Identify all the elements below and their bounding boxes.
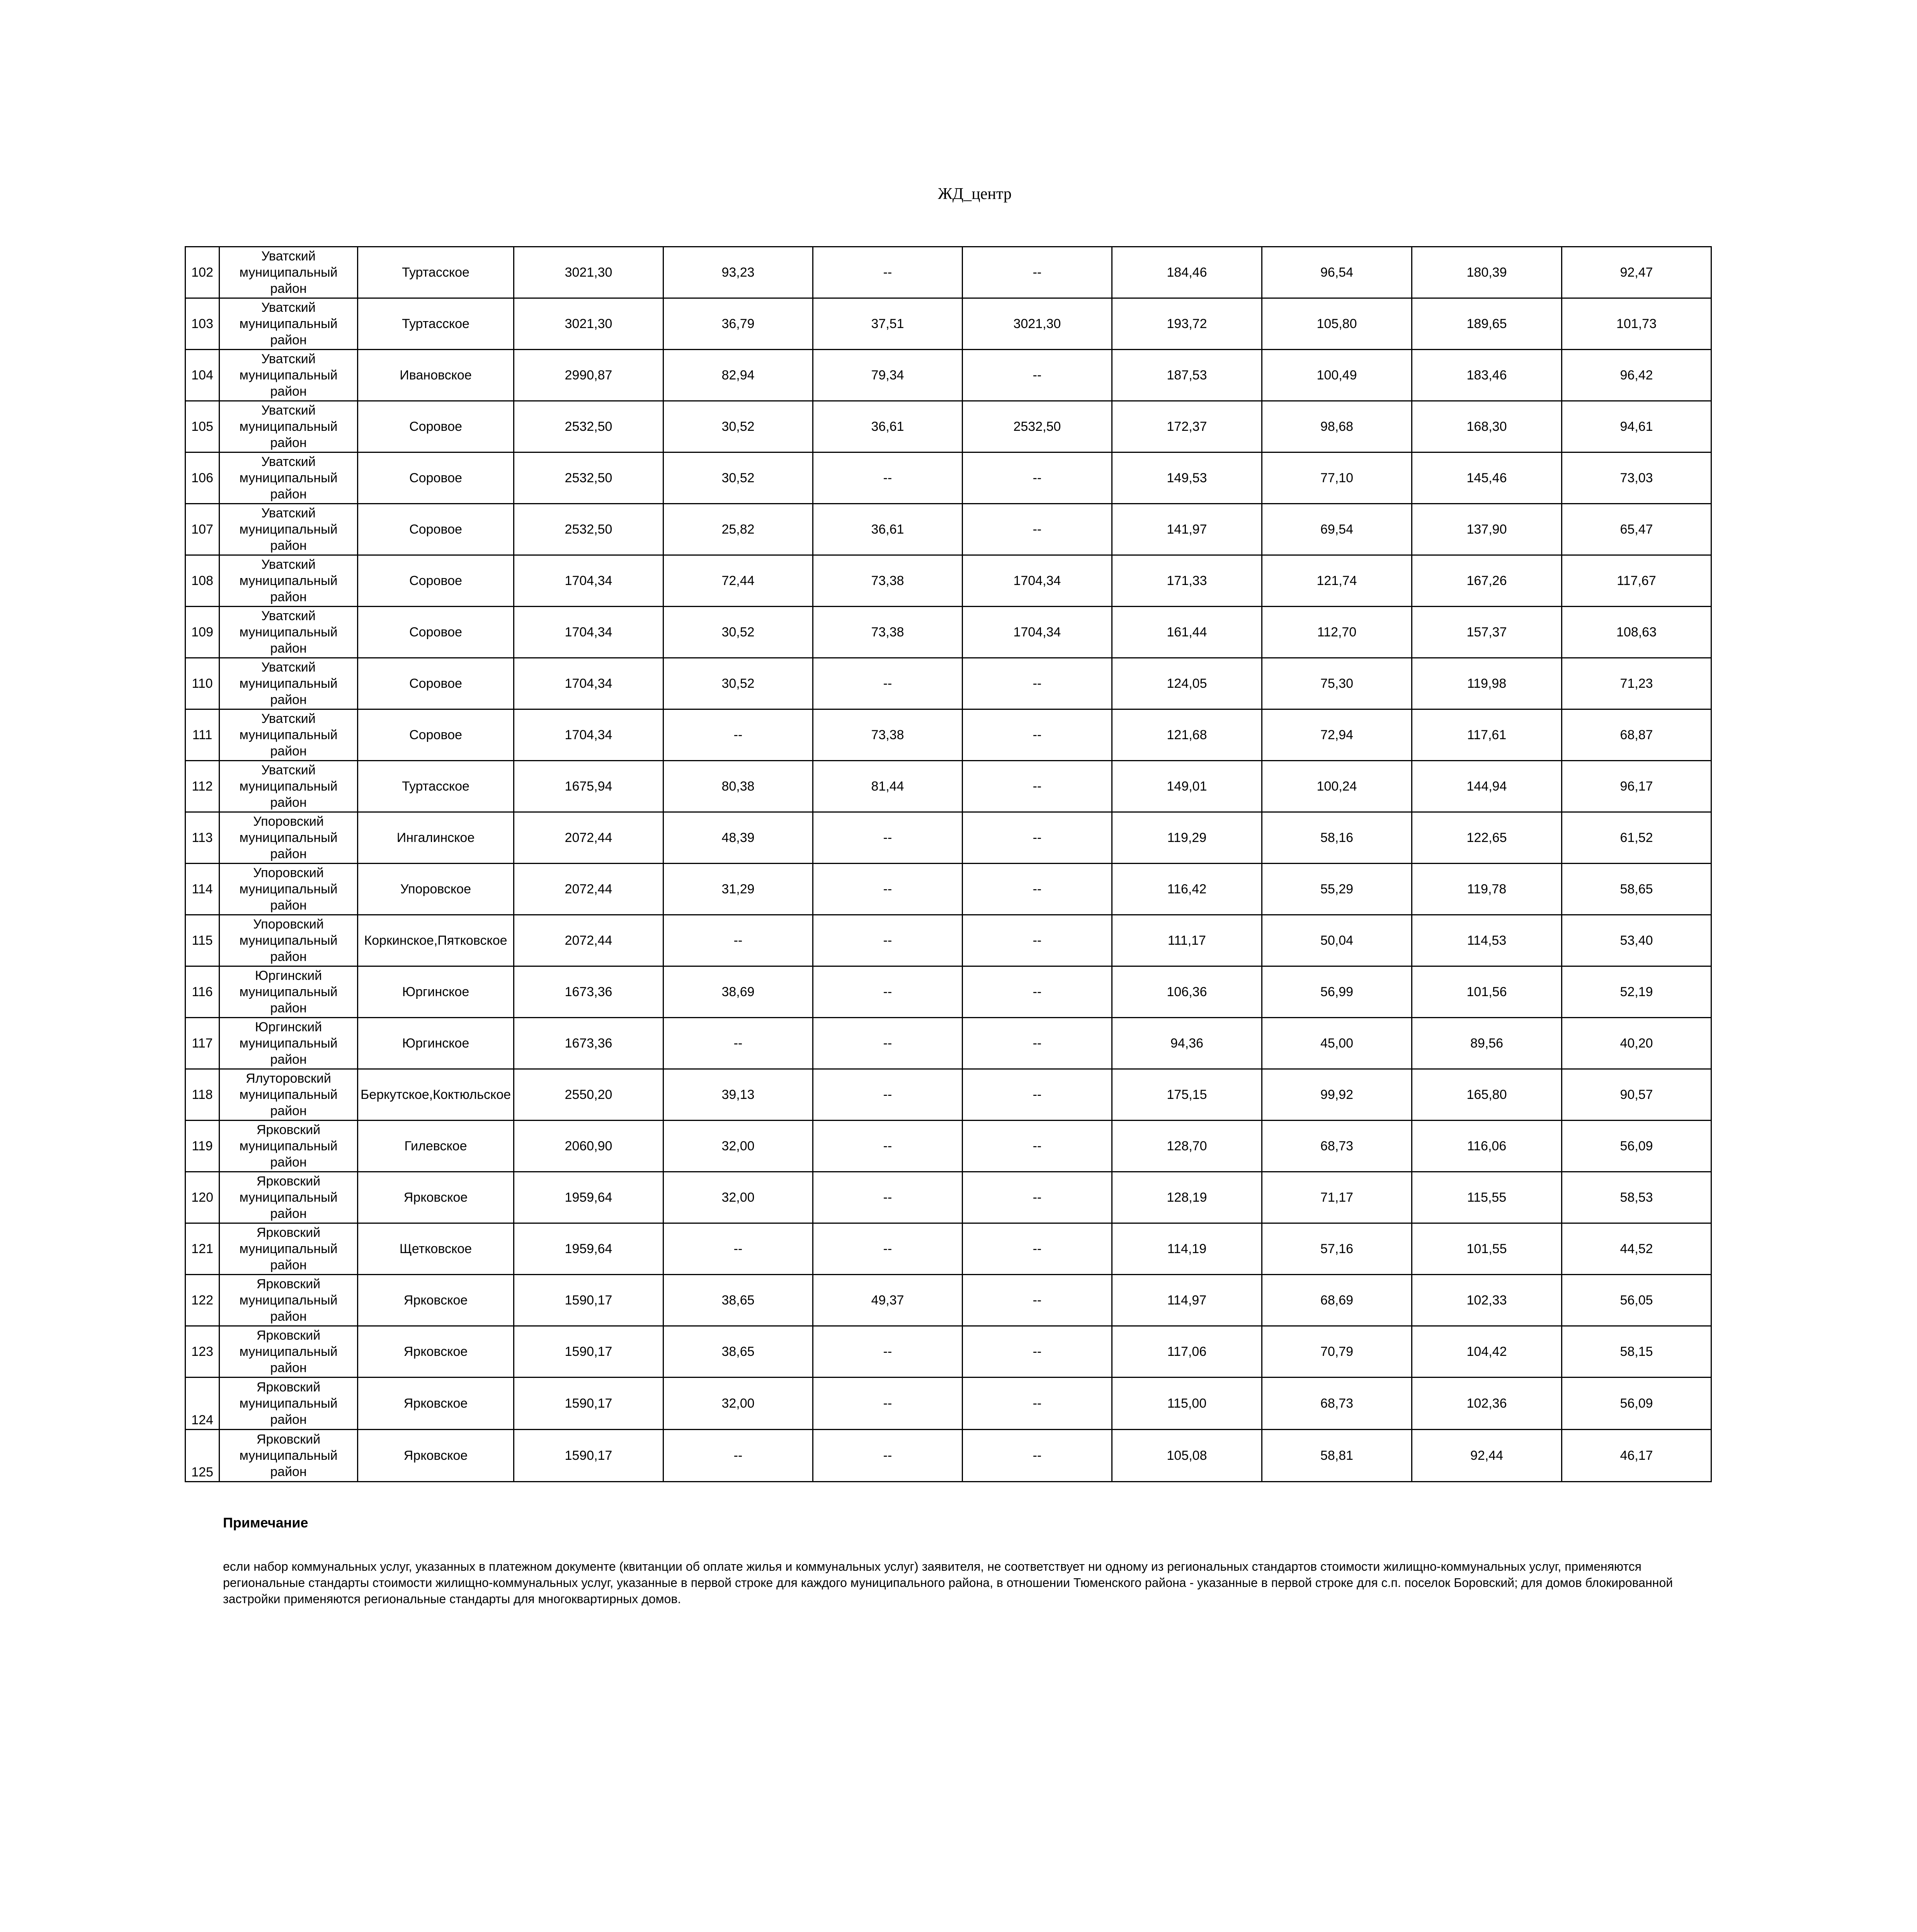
row-number: 112 [185,761,219,812]
value-cell: 141,97 [1112,504,1262,555]
district-cell: Юргинский муниципальный район [219,966,358,1018]
value-cell: 106,36 [1112,966,1262,1018]
value-cell: 144,94 [1412,761,1562,812]
value-cell: 58,15 [1562,1326,1711,1378]
value-cell: 73,38 [813,607,963,658]
value-cell: 1959,64 [514,1223,663,1275]
value-cell: 114,53 [1412,915,1562,966]
value-cell: 94,36 [1112,1018,1262,1069]
settlement-cell: Туртасское [358,247,514,298]
table-row [185,452,1711,504]
table-row [185,555,1711,607]
value-cell: 56,99 [1262,966,1412,1018]
value-cell: 167,26 [1412,555,1562,607]
district-cell: Уватский муниципальный район [219,555,358,607]
value-cell: 96,54 [1262,247,1412,298]
value-cell: 38,65 [663,1275,813,1326]
value-cell: 116,06 [1412,1121,1562,1172]
value-cell: 114,97 [1112,1275,1262,1326]
district-cell: Ярковский муниципальный район [219,1172,358,1223]
value-cell: 73,38 [813,555,963,607]
table-row [185,709,1711,761]
table-row [185,298,1711,350]
value-cell: -- [663,1018,813,1069]
district-cell: Ярковский муниципальный район [219,1326,358,1378]
district-cell: Ярковский муниципальный район [219,1121,358,1172]
settlement-cell: Соровое [358,504,514,555]
table-row [185,1069,1711,1121]
value-cell: -- [813,1378,963,1430]
value-cell: 184,46 [1112,247,1262,298]
district-cell: Уватский муниципальный район [219,658,358,709]
value-cell: 45,00 [1262,1018,1412,1069]
row-number: 107 [185,504,219,555]
table-row [185,1018,1711,1069]
value-cell: -- [813,452,963,504]
table-row [185,1326,1711,1378]
value-cell: -- [813,1121,963,1172]
value-cell: 189,65 [1412,298,1562,350]
value-cell: -- [813,1326,963,1378]
value-cell: 32,00 [663,1121,813,1172]
district-cell: Уватский муниципальный район [219,401,358,452]
note-title: Примечание [223,1515,308,1531]
value-cell: 1590,17 [514,1275,663,1326]
value-cell: -- [963,915,1112,966]
district-cell: Уватский муниципальный район [219,350,358,401]
value-cell: -- [963,864,1112,915]
settlement-cell: Коркинское,Пятковское [358,915,514,966]
value-cell: 2532,50 [514,504,663,555]
district-cell: Юргинский муниципальный район [219,1018,358,1069]
value-cell: 1590,17 [514,1326,663,1378]
value-cell: 115,55 [1412,1172,1562,1223]
value-cell: 183,46 [1412,350,1562,401]
value-cell: -- [663,709,813,761]
row-number: 119 [185,1121,219,1172]
value-cell: 1673,36 [514,1018,663,1069]
district-cell: Ялуторовский муниципальный район [219,1069,358,1121]
value-cell: 119,78 [1412,864,1562,915]
settlement-cell: Ингалинское [358,812,514,864]
district-cell: Уватский муниципальный район [219,247,358,298]
value-cell: 30,52 [663,452,813,504]
value-cell: 56,05 [1562,1275,1711,1326]
value-cell: 92,44 [1412,1430,1562,1482]
row-number: 118 [185,1069,219,1121]
value-cell: 37,51 [813,298,963,350]
row-number: 113 [185,812,219,864]
value-cell: 49,37 [813,1275,963,1326]
value-cell: 2072,44 [514,812,663,864]
settlement-cell: Ярковское [358,1275,514,1326]
settlement-cell: Юргинское [358,966,514,1018]
value-cell: -- [813,1223,963,1275]
district-cell: Уватский муниципальный район [219,298,358,350]
value-cell: 157,37 [1412,607,1562,658]
value-cell: 46,17 [1562,1430,1711,1482]
value-cell: -- [813,1430,963,1482]
value-cell: 36,79 [663,298,813,350]
value-cell: 68,73 [1262,1121,1412,1172]
value-cell: 1704,34 [514,658,663,709]
table-row [185,401,1711,452]
value-cell: -- [963,247,1112,298]
settlement-cell: Соровое [358,401,514,452]
value-cell: 93,23 [663,247,813,298]
value-cell: 117,06 [1112,1326,1262,1378]
district-cell: Упоровский муниципальный район [219,864,358,915]
value-cell: 96,17 [1562,761,1711,812]
value-cell: 102,36 [1412,1378,1562,1430]
value-cell: 71,23 [1562,658,1711,709]
value-cell: 112,70 [1262,607,1412,658]
value-cell: 111,17 [1112,915,1262,966]
value-cell: 30,52 [663,658,813,709]
row-number: 103 [185,298,219,350]
value-cell: 50,04 [1262,915,1412,966]
value-cell: 175,15 [1112,1069,1262,1121]
value-cell: 55,29 [1262,864,1412,915]
value-cell: 81,44 [813,761,963,812]
value-cell: -- [963,1326,1112,1378]
row-number: 117 [185,1018,219,1069]
value-cell: 1959,64 [514,1172,663,1223]
row-number: 105 [185,401,219,452]
value-cell: -- [963,966,1112,1018]
row-number: 114 [185,864,219,915]
value-cell: 80,38 [663,761,813,812]
value-cell: 165,80 [1412,1069,1562,1121]
settlement-cell: Упоровское [358,864,514,915]
value-cell: 114,19 [1112,1223,1262,1275]
value-cell: 187,53 [1112,350,1262,401]
value-cell: -- [813,247,963,298]
value-cell: 99,92 [1262,1069,1412,1121]
value-cell: -- [813,812,963,864]
settlement-cell: Гилевское [358,1121,514,1172]
value-cell: 25,82 [663,504,813,555]
table-row [185,1121,1711,1172]
value-cell: -- [963,709,1112,761]
settlement-cell: Юргинское [358,1018,514,1069]
row-number: 116 [185,966,219,1018]
district-cell: Ярковский муниципальный район [219,1275,358,1326]
district-cell: Упоровский муниципальный район [219,915,358,966]
value-cell: 72,44 [663,555,813,607]
value-cell: -- [963,812,1112,864]
row-number: 125 [185,1430,219,1482]
district-cell: Уватский муниципальный район [219,709,358,761]
value-cell: 100,49 [1262,350,1412,401]
value-cell: 1673,36 [514,966,663,1018]
value-cell: 180,39 [1412,247,1562,298]
settlement-cell: Соровое [358,555,514,607]
value-cell: 58,81 [1262,1430,1412,1482]
value-cell: 172,37 [1112,401,1262,452]
value-cell: 115,00 [1112,1378,1262,1430]
value-cell: 61,52 [1562,812,1711,864]
value-cell: 68,69 [1262,1275,1412,1326]
district-cell: Уватский муниципальный район [219,607,358,658]
value-cell: 89,56 [1412,1018,1562,1069]
value-cell: -- [813,915,963,966]
table-row [185,864,1711,915]
value-cell: -- [963,1378,1112,1430]
value-cell: 168,30 [1412,401,1562,452]
note-text: если набор коммунальных услуг, указанных в платежном документе (квитанции об оплате жилья и коммунальных услуг) заявителя, не соответствует ни одному из региональных стандартов стоимости жилищно-коммунальных услуг, применяются региональные стандарты стоимости жилищно-коммунальных услуг, указанные в первой строке для каждого муниципального района, в отношении Тюменского района - указанные в первой строке для с.п. поселок Боровский; для домов блокированной застройки применяются региональные стандарты для многоквартирных домов. [223,1560,1673,1606]
value-cell: 2990,87 [514,350,663,401]
district-cell: Ярковский муниципальный район [219,1430,358,1482]
table-row [185,1430,1711,1482]
value-cell: 2532,50 [514,452,663,504]
value-cell: 122,65 [1412,812,1562,864]
settlement-cell: Ярковское [358,1172,514,1223]
value-cell: 96,42 [1562,350,1711,401]
value-cell: 70,79 [1262,1326,1412,1378]
value-cell: 56,09 [1562,1121,1711,1172]
value-cell: -- [963,350,1112,401]
district-cell: Ярковский муниципальный район [219,1378,358,1430]
value-cell: 101,55 [1412,1223,1562,1275]
value-cell: 119,98 [1412,658,1562,709]
value-cell: -- [813,1018,963,1069]
value-cell: 102,33 [1412,1275,1562,1326]
value-cell: 38,65 [663,1326,813,1378]
value-cell: 58,65 [1562,864,1711,915]
value-cell: 1704,34 [963,555,1112,607]
value-cell: 94,61 [1562,401,1711,452]
value-cell: 104,42 [1412,1326,1562,1378]
value-cell: -- [663,915,813,966]
value-cell: 100,24 [1262,761,1412,812]
value-cell: -- [963,452,1112,504]
row-number: 109 [185,607,219,658]
value-cell: 2550,20 [514,1069,663,1121]
value-cell: 137,90 [1412,504,1562,555]
value-cell: 73,03 [1562,452,1711,504]
value-cell: 1704,34 [514,555,663,607]
value-cell: 1590,17 [514,1430,663,1482]
value-cell: -- [963,1069,1112,1121]
value-cell: 79,34 [813,350,963,401]
district-cell: Уватский муниципальный район [219,761,358,812]
row-number: 111 [185,709,219,761]
table-row [185,607,1711,658]
value-cell: -- [813,658,963,709]
district-cell: Упоровский муниципальный район [219,812,358,864]
value-cell: -- [963,1172,1112,1223]
value-cell: 108,63 [1562,607,1711,658]
value-cell: 117,61 [1412,709,1562,761]
value-cell: -- [963,504,1112,555]
row-number: 104 [185,350,219,401]
value-cell: 121,68 [1112,709,1262,761]
table-row [185,915,1711,966]
settlement-cell: Ярковское [358,1378,514,1430]
settlement-cell: Щетковское [358,1223,514,1275]
value-cell: 32,00 [663,1378,813,1430]
value-cell: 116,42 [1112,864,1262,915]
value-cell: 30,52 [663,401,813,452]
value-cell: 128,70 [1112,1121,1262,1172]
value-cell: 1704,34 [963,607,1112,658]
value-cell: 171,33 [1112,555,1262,607]
settlement-cell: Соровое [358,607,514,658]
settlement-cell: Туртасское [358,298,514,350]
value-cell: 128,19 [1112,1172,1262,1223]
value-cell: 149,53 [1112,452,1262,504]
value-cell: 2072,44 [514,915,663,966]
value-cell: 3021,30 [963,298,1112,350]
row-number: 122 [185,1275,219,1326]
value-cell: 2072,44 [514,864,663,915]
value-cell: 145,46 [1412,452,1562,504]
value-cell: 73,38 [813,709,963,761]
value-cell: 149,01 [1112,761,1262,812]
table-row [185,966,1711,1018]
value-cell: 161,44 [1112,607,1262,658]
value-cell: 36,61 [813,401,963,452]
table-row [185,350,1711,401]
row-number: 108 [185,555,219,607]
settlement-cell: Соровое [358,452,514,504]
value-cell: 1675,94 [514,761,663,812]
value-cell: 101,73 [1562,298,1711,350]
settlement-cell: Соровое [358,658,514,709]
value-cell: 44,52 [1562,1223,1711,1275]
table-row [185,247,1711,298]
value-cell: 57,16 [1262,1223,1412,1275]
value-cell: 52,19 [1562,966,1711,1018]
row-number: 124 [185,1378,219,1430]
value-cell: 58,53 [1562,1172,1711,1223]
value-cell: 98,68 [1262,401,1412,452]
row-number: 120 [185,1172,219,1223]
table-row [185,1378,1711,1430]
settlement-cell: Ивановское [358,350,514,401]
value-cell: 71,17 [1262,1172,1412,1223]
value-cell: 40,20 [1562,1018,1711,1069]
table-row [185,1172,1711,1223]
value-cell: 105,80 [1262,298,1412,350]
housing-standards-table [185,246,1712,1482]
value-cell: 56,09 [1562,1378,1711,1430]
table-row [185,812,1711,864]
value-cell: 2532,50 [963,401,1112,452]
value-cell: 90,57 [1562,1069,1711,1121]
value-cell: -- [813,1069,963,1121]
district-cell: Уватский муниципальный район [219,452,358,504]
settlement-cell: Ярковское [358,1326,514,1378]
district-cell: Уватский муниципальный район [219,504,358,555]
value-cell: 75,30 [1262,658,1412,709]
value-cell: 119,29 [1112,812,1262,864]
value-cell: -- [813,1172,963,1223]
settlement-cell: Ярковское [358,1430,514,1482]
row-number: 106 [185,452,219,504]
value-cell: 117,67 [1562,555,1711,607]
value-cell: 77,10 [1262,452,1412,504]
value-cell: 31,29 [663,864,813,915]
table-row [185,504,1711,555]
value-cell: -- [963,1223,1112,1275]
table-row [185,1223,1711,1275]
table-row [185,658,1711,709]
value-cell: 121,74 [1262,555,1412,607]
value-cell: 82,94 [663,350,813,401]
value-cell: -- [813,966,963,1018]
value-cell: 193,72 [1112,298,1262,350]
value-cell: 1590,17 [514,1378,663,1430]
value-cell: -- [963,658,1112,709]
value-cell: 58,16 [1262,812,1412,864]
row-number: 115 [185,915,219,966]
value-cell: -- [663,1223,813,1275]
value-cell: -- [963,761,1112,812]
value-cell: 105,08 [1112,1430,1262,1482]
value-cell: 2532,50 [514,401,663,452]
row-number: 123 [185,1326,219,1378]
table-row [185,1275,1711,1326]
value-cell: 69,54 [1262,504,1412,555]
value-cell: 124,05 [1112,658,1262,709]
value-cell: 72,94 [1262,709,1412,761]
value-cell: 101,56 [1412,966,1562,1018]
value-cell: -- [663,1430,813,1482]
value-cell: 1704,34 [514,709,663,761]
value-cell: 68,87 [1562,709,1711,761]
value-cell: 30,52 [663,607,813,658]
row-number: 110 [185,658,219,709]
value-cell: 1704,34 [514,607,663,658]
settlement-cell: Туртасское [358,761,514,812]
value-cell: 3021,30 [514,247,663,298]
value-cell: 39,13 [663,1069,813,1121]
value-cell: 32,00 [663,1172,813,1223]
page-header: ЖД_центр [938,185,1012,203]
value-cell: 92,47 [1562,247,1711,298]
value-cell: -- [963,1430,1112,1482]
value-cell: -- [963,1018,1112,1069]
value-cell: 2060,90 [514,1121,663,1172]
settlement-cell: Соровое [358,709,514,761]
value-cell: 36,61 [813,504,963,555]
table-body [185,247,1711,1482]
row-number: 102 [185,247,219,298]
district-cell: Ярковский муниципальный район [219,1223,358,1275]
value-cell: -- [963,1275,1112,1326]
value-cell: 53,40 [1562,915,1711,966]
settlement-cell: Беркутское,Коктюльское [358,1069,514,1121]
value-cell: 68,73 [1262,1378,1412,1430]
row-number: 121 [185,1223,219,1275]
value-cell: -- [963,1121,1112,1172]
value-cell: 48,39 [663,812,813,864]
value-cell: 65,47 [1562,504,1711,555]
value-cell: -- [813,864,963,915]
value-cell: 38,69 [663,966,813,1018]
value-cell: 3021,30 [514,298,663,350]
table-row [185,761,1711,812]
